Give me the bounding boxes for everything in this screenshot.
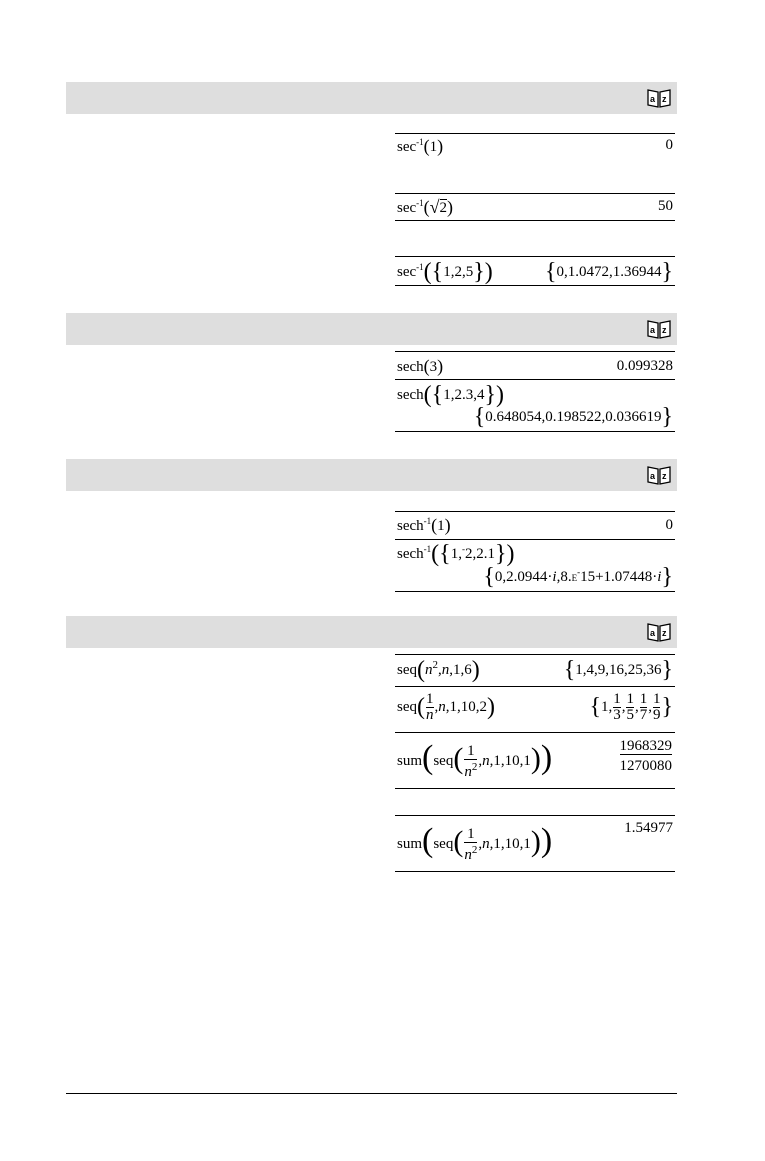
result: 0 — [665, 137, 673, 153]
result: 50 — [658, 198, 673, 214]
example-row: sech$^{-1}$({1,-2,2.1}) {0,2.0944·i,8.E-15+1.07448·i} — [397, 541, 673, 590]
svg-text:a: a — [650, 94, 656, 104]
svg-text:a: a — [650, 628, 656, 638]
svg-text:z: z — [662, 325, 667, 335]
catalog-book-icon — [647, 88, 671, 108]
svg-text:z: z — [662, 471, 667, 481]
fraction-numerator: 1968329 — [619, 738, 672, 754]
example-row: $seq(n^2,n,1,6)$ {1,4,9,16,25,36} — [395, 654, 675, 686]
svg-text:a: a — [650, 325, 656, 335]
section-header-sech — [66, 313, 677, 345]
svg-text:a: a — [650, 471, 656, 481]
catalog-book-icon — [647, 319, 671, 339]
result: 0 — [665, 517, 673, 533]
fraction-denominator: 1270080 — [620, 754, 673, 774]
example-row: sech({1,2.3,4}) {0.648054,0.198522,0.036619} — [395, 379, 675, 432]
svg-text:z: z — [662, 94, 667, 104]
example-row: $\sec^{-1}(\{1,2,5\})$ {0,1.0472,1.36944} — [395, 256, 675, 286]
result: 1.54977 — [624, 820, 673, 836]
example-row: $\sec^{-1}(1)$ 0 — [395, 133, 675, 158]
example-row: sum(seq( $\frac{1}{n^2}$ ,n,1,10,1)) 1.54977 — [395, 815, 675, 872]
footer-rule — [66, 1093, 677, 1094]
example-row: sum(seq( $\frac{1}{n^2}$ ,n,1,10,1)) $\frac{1968329}{1270080}$ — [395, 732, 675, 789]
section-header-sech-inverse — [66, 459, 677, 491]
svg-text:z: z — [662, 628, 667, 638]
result: 0.099328 — [616, 358, 673, 374]
example-row: seq( $\frac{1}{n}$ ,n,1,10,2) {1, $\frac{1}{3}$ , $\frac{1}{5}$ , $\frac{1}{7}$ , $\frac{1}{9}$ } — [395, 686, 675, 732]
section-header-seq — [66, 616, 677, 648]
catalog-book-icon — [647, 465, 671, 485]
example-row: sech$^{-1}$(1) 0 — [395, 511, 675, 539]
section-header-sec-inverse — [66, 82, 677, 114]
example-row: sech(3) 0.099328 — [395, 351, 675, 379]
catalog-book-icon — [647, 622, 671, 642]
example-row: $\sec^{-1}(√2)$ 50 — [395, 193, 675, 221]
